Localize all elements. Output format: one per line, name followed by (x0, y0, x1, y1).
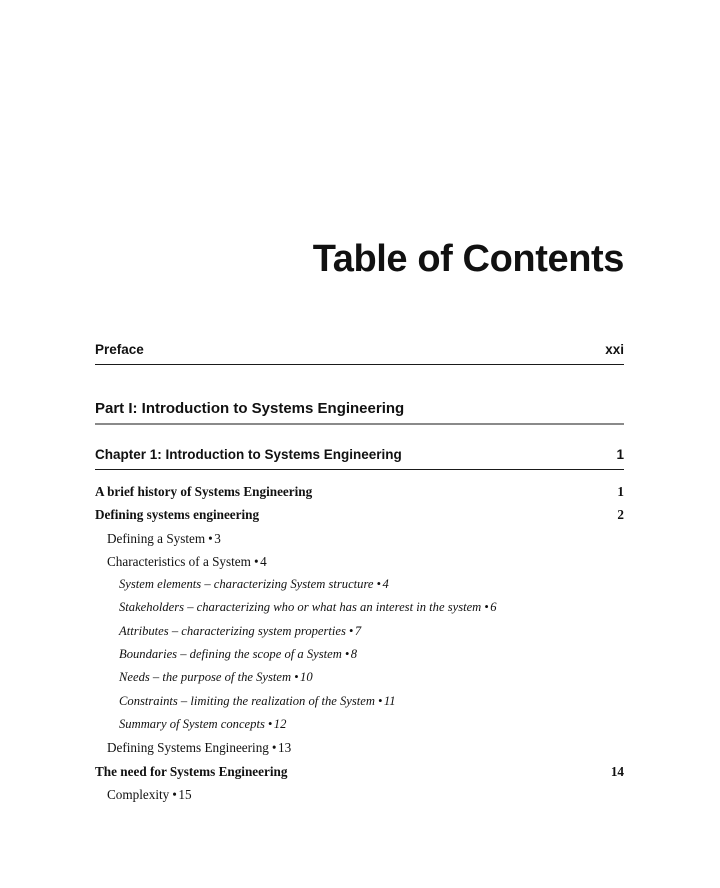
toc-entry-list (95, 480, 624, 806)
toc-entry-page-number: 1 (617, 484, 624, 499)
toc-entry-page-number: 12 (273, 716, 287, 731)
toc-entry-level-3[interactable] (95, 690, 624, 713)
chapter-heading[interactable] (95, 446, 624, 470)
bullet-separator-icon: • (271, 740, 278, 756)
toc-entry-level-1[interactable] (95, 503, 624, 526)
toc-entry-text: Stakeholders – characterizing who or what has an interest in the system (119, 600, 482, 615)
toc-entry-text: Attributes – characterizing system properties (119, 623, 346, 638)
toc-entry-text: Characteristics of a System (107, 553, 251, 569)
toc-entry-page-number: 2 (617, 507, 624, 523)
page-title: Table of Contents (312, 238, 624, 280)
toc-entry-page-number: 4 (260, 553, 267, 569)
dotted-leader (265, 518, 603, 519)
page-content (95, 0, 624, 888)
bullet-separator-icon: • (253, 553, 260, 569)
bullet-separator-icon: • (484, 600, 490, 615)
toc-entry-page-number: 8 (350, 647, 358, 662)
toc-entry-text: Defining a System (107, 530, 206, 546)
bullet-separator-icon: • (377, 693, 383, 708)
toc-entry-page-number: 3 (214, 530, 221, 546)
toc-entry-level-2[interactable] (95, 783, 624, 806)
toc-entry-text: The need for Systems Engineering (95, 763, 288, 779)
toc-entry-text: Complexity (107, 786, 170, 802)
dotted-leader (293, 775, 603, 776)
toc-entry-level-2[interactable] (95, 527, 624, 550)
toc-entry-text: Defining systems engineering (95, 507, 260, 523)
bullet-separator-icon: • (267, 716, 273, 731)
toc-entry-page-number: 10 (300, 670, 313, 685)
toc-entry-page-number: 15 (178, 786, 192, 802)
bullet-separator-icon: • (172, 786, 178, 802)
toc-entry-page-number: 7 (354, 623, 362, 638)
toc-entry-page-number: 6 (490, 600, 497, 615)
chapter-page-number: 1 (616, 447, 624, 462)
frontmatter-page-number: xxi (605, 342, 624, 357)
toc-entry-level-3[interactable] (95, 666, 624, 689)
frontmatter-label: Preface (95, 342, 144, 357)
bullet-separator-icon: • (348, 623, 354, 638)
toc-entry-text: A brief history of Systems Engineering (95, 484, 313, 499)
toc-entry-level-2[interactable] (95, 550, 624, 573)
bullet-separator-icon: • (208, 530, 214, 546)
toc-entry-page-number: 11 (383, 693, 396, 708)
toc-entry-page-number: 13 (278, 740, 292, 756)
chapter-label: Chapter 1: Introduction to Systems Engineering (95, 447, 402, 462)
toc-entry-text: Boundaries – defining the scope of a System (119, 647, 342, 662)
toc-entry-level-3[interactable] (95, 620, 624, 643)
toc-entry-page-number: 4 (382, 577, 389, 592)
toc-entry-level-2[interactable] (95, 736, 624, 759)
part-heading[interactable] (95, 399, 624, 425)
toc-entry-level-3[interactable] (95, 713, 624, 736)
dotted-leader (318, 495, 603, 496)
toc-entry-text: Defining Systems Engineering (107, 740, 269, 756)
toc-entry-level-1[interactable] (95, 480, 624, 503)
frontmatter-entry-preface[interactable] (95, 341, 624, 365)
toc-entry-page-number: 14 (610, 763, 624, 779)
bullet-separator-icon: • (344, 647, 350, 662)
toc-entry-text: Constraints – limiting the realization of the System (119, 693, 375, 708)
bullet-separator-icon: • (376, 577, 382, 592)
part-label: Part I: Introduction to Systems Engineering (95, 400, 405, 417)
toc-entry-level-3[interactable] (95, 596, 624, 619)
toc-entry-text: Needs – the purpose of the System (119, 670, 292, 685)
toc-entry-text: Summary of System concepts (119, 716, 265, 731)
bullet-separator-icon: • (294, 670, 300, 685)
toc-entry-level-3[interactable] (95, 573, 624, 596)
toc-entry-level-1[interactable] (95, 760, 624, 783)
toc-entry-level-3[interactable] (95, 643, 624, 666)
toc-entry-text: System elements – characterizing System structure (119, 577, 374, 592)
